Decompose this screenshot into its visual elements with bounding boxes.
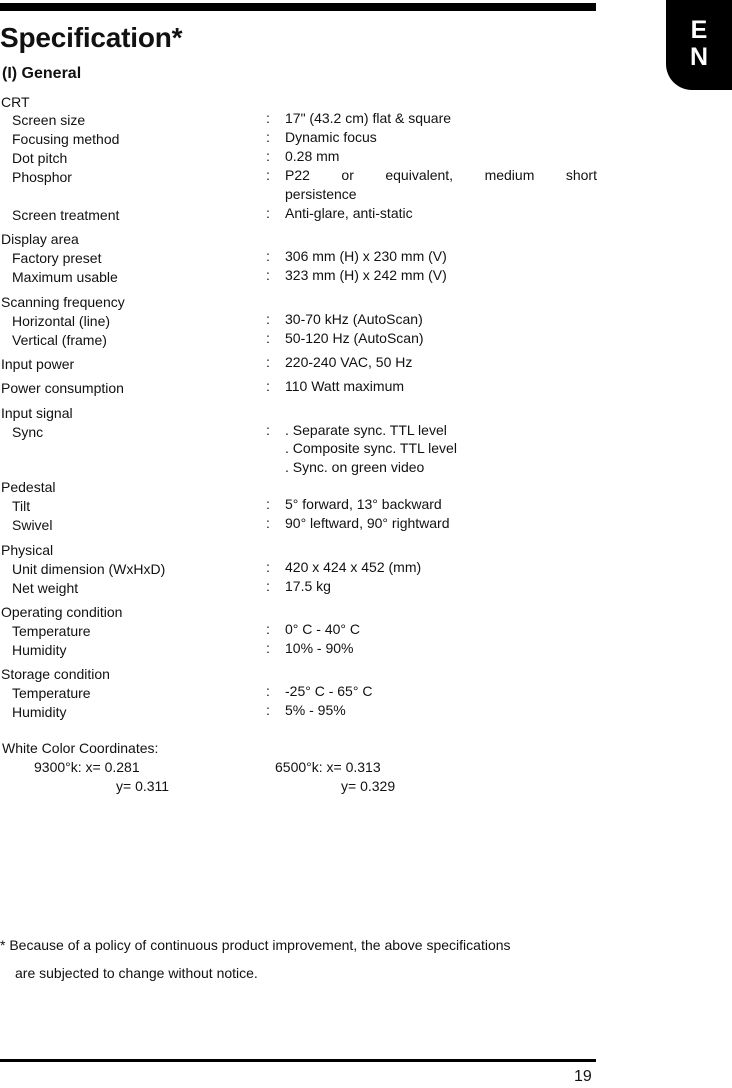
colon: : (266, 129, 270, 145)
value-sync-2: . Composite sync. TTL level (285, 440, 457, 456)
value-tilt: 5° forward, 13° backward (285, 496, 442, 512)
label-screen-size: Screen size (12, 112, 86, 128)
colon: : (266, 578, 270, 594)
value-dot-pitch: 0.28 mm (285, 148, 340, 164)
colon: : (266, 205, 270, 221)
colon: : (266, 640, 270, 656)
colon: : (266, 496, 270, 512)
value-screen-treatment: Anti-glare, anti-static (285, 205, 413, 221)
colon: : (266, 515, 270, 531)
label-phosphor: Phosphor (12, 169, 72, 185)
colon: : (266, 702, 270, 718)
page-number: 19 (574, 1068, 592, 1085)
group-input-signal: Input signal (1, 405, 73, 421)
white-color-6500k-y: y= 0.329 (341, 778, 396, 794)
value-horizontal: 30-70 kHz (AutoScan) (285, 311, 423, 327)
value-net-weight: 17.5 kg (285, 578, 331, 594)
colon: : (266, 311, 270, 327)
value-storage-temperature: -25° C - 65° C (285, 683, 373, 699)
white-color-6500k-x: 6500°k: x= 0.313 (275, 759, 381, 775)
colon: : (266, 267, 270, 283)
group-pedestal: Pedestal (1, 479, 56, 495)
section-heading: (I) General (2, 65, 82, 82)
label-operating-humidity: Humidity (12, 642, 67, 658)
language-tab (666, 0, 732, 90)
label-focusing-method: Focusing method (12, 131, 120, 147)
footnote-line-1: * Because of a policy of continuous product improvement, the above specifications (0, 937, 511, 953)
group-crt: CRT (1, 94, 30, 110)
label-storage-humidity: Humidity (12, 704, 67, 720)
footnote-line-2: are subjected to change without notice. (15, 965, 258, 981)
colon: : (266, 110, 270, 126)
group-operating-condition: Operating condition (1, 604, 123, 620)
value-operating-temperature: 0° C - 40° C (285, 621, 360, 637)
label-swivel: Swivel (12, 517, 53, 533)
value-phosphor-line1: P22 or equivalent, medium short (285, 167, 597, 183)
value-unit-dimension: 420 x 424 x 452 (mm) (285, 559, 422, 575)
value-focusing-method: Dynamic focus (285, 129, 377, 145)
colon: : (266, 683, 270, 699)
label-factory-preset: Factory preset (12, 250, 102, 266)
group-storage-condition: Storage condition (1, 666, 110, 682)
language-tab-letter-1: E (690, 16, 708, 44)
value-phosphor-line2: persistence (285, 186, 357, 202)
label-storage-temperature: Temperature (12, 685, 91, 701)
colon: : (266, 148, 270, 164)
label-power-consumption: Power consumption (1, 380, 124, 396)
value-power-consumption: 110 Watt maximum (285, 378, 405, 394)
white-color-heading: White Color Coordinates: (2, 740, 159, 756)
label-input-power: Input power (1, 356, 75, 372)
label-operating-temperature: Temperature (12, 623, 91, 639)
group-display-area: Display area (1, 231, 79, 247)
value-sync-3: . Sync. on green video (285, 459, 425, 475)
value-vertical: 50-120 Hz (AutoScan) (285, 330, 424, 346)
colon: : (266, 559, 270, 575)
white-color-9300k-y: y= 0.311 (116, 778, 170, 794)
colon: : (266, 330, 270, 346)
colon: : (266, 248, 270, 264)
top-rule (0, 3, 596, 11)
bottom-rule (0, 1059, 596, 1062)
label-horizontal: Horizontal (line) (12, 313, 111, 329)
label-tilt: Tilt (12, 498, 31, 514)
label-maximum-usable: Maximum usable (12, 269, 118, 285)
group-scanning-frequency: Scanning frequency (1, 294, 125, 310)
group-physical: Physical (1, 542, 54, 558)
value-operating-humidity: 10% - 90% (285, 640, 354, 656)
value-storage-humidity: 5% - 95% (285, 702, 346, 718)
footnote (0, 931, 600, 987)
colon: : (266, 167, 270, 183)
language-tab-letter-2: N (689, 43, 709, 71)
label-net-weight: Net weight (12, 580, 79, 596)
value-screen-size: 17" (43.2 cm) flat & square (285, 110, 452, 126)
value-sync-1: . Separate sync. TTL level (285, 422, 447, 438)
colon: : (266, 621, 270, 637)
value-factory-preset: 306 mm (H) x 230 mm (V) (285, 248, 447, 264)
value-input-power: 220-240 VAC, 50 Hz (285, 354, 413, 370)
label-screen-treatment: Screen treatment (12, 207, 120, 223)
page-title: Specification* (0, 22, 183, 53)
colon: : (266, 422, 270, 438)
value-swivel: 90° leftward, 90° rightward (285, 515, 450, 531)
label-unit-dimension: Unit dimension (WxHxD) (12, 561, 166, 577)
label-dot-pitch: Dot pitch (12, 150, 68, 166)
colon: : (266, 354, 270, 370)
white-color-9300k-x: 9300°k: x= 0.281 (34, 759, 140, 775)
colon: : (266, 378, 270, 394)
value-maximum-usable: 323 mm (H) x 242 mm (V) (285, 267, 447, 283)
label-vertical: Vertical (frame) (12, 332, 107, 348)
label-sync: Sync (12, 424, 44, 440)
